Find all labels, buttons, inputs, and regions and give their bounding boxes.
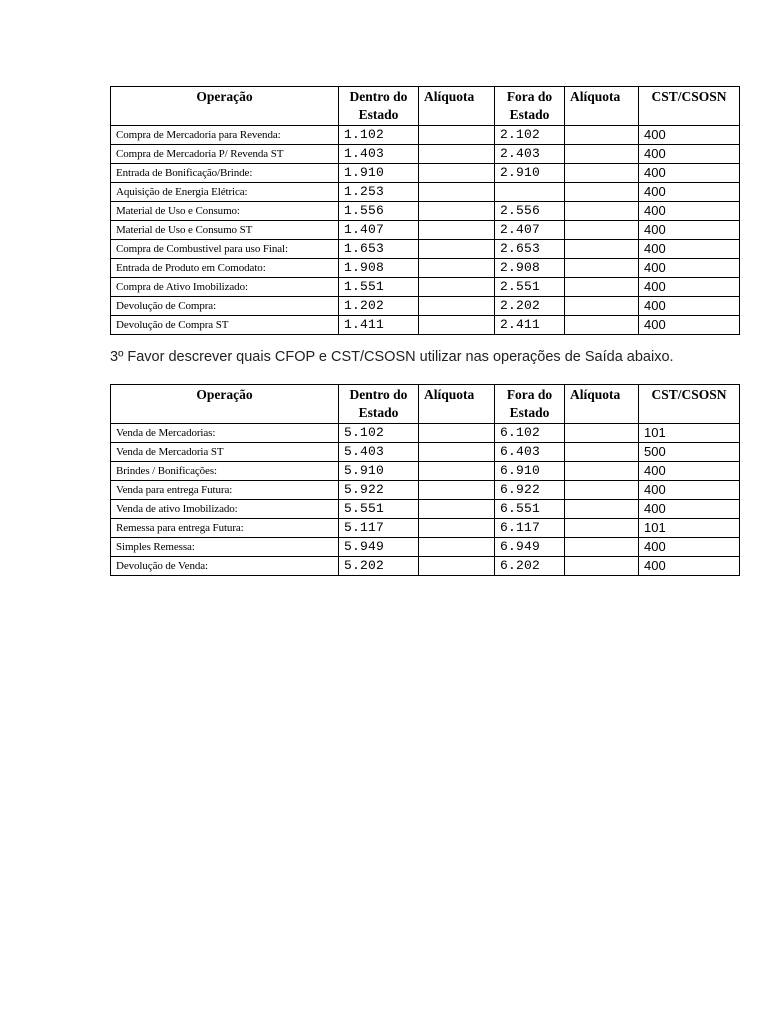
cfop-fora-cell: 2.407 <box>495 221 565 240</box>
aliquota-cell <box>419 443 495 462</box>
cfop-dentro-cell: 5.949 <box>339 538 419 557</box>
operation-cell: Compra de Mercadoria para Revenda: <box>111 126 339 145</box>
cst-csosn-cell: 400 <box>639 259 740 278</box>
aliquota-cell <box>419 316 495 335</box>
cfop-dentro-cell: 1.551 <box>339 278 419 297</box>
aliquota-cell <box>419 424 495 443</box>
cfop-fora-cell: 6.910 <box>495 462 565 481</box>
aliquota-cell <box>419 557 495 576</box>
saida-table <box>110 384 740 576</box>
aliquota-cell <box>565 462 639 481</box>
cfop-fora-cell: 6.117 <box>495 519 565 538</box>
question-text: 3º Favor descrever quais CFOP e CST/CSOSN utilizar nas operações de Saída abaixo. <box>110 349 674 365</box>
aliquota-cell <box>419 297 495 316</box>
cfop-dentro-cell: 1.407 <box>339 221 419 240</box>
cst-csosn-cell: 400 <box>639 538 740 557</box>
table-row <box>111 164 740 183</box>
table-row <box>111 538 740 557</box>
saida-table-body <box>111 424 740 576</box>
cfop-dentro-cell: 5.922 <box>339 481 419 500</box>
aliquota-cell <box>565 538 639 557</box>
cfop-fora-cell <box>495 183 565 202</box>
aliquota-cell <box>419 164 495 183</box>
table-row <box>111 221 740 240</box>
cfop-dentro-cell: 5.910 <box>339 462 419 481</box>
cfop-fora-cell: 2.202 <box>495 297 565 316</box>
aliquota-cell <box>419 240 495 259</box>
operation-cell: Brindes / Bonificações: <box>111 462 339 481</box>
operation-cell: Venda de ativo Imobilizado: <box>111 500 339 519</box>
operation-cell: Venda de Mercadorias: <box>111 424 339 443</box>
cst-csosn-cell: 400 <box>639 145 740 164</box>
cst-csosn-cell: 400 <box>639 278 740 297</box>
aliquota-cell <box>565 278 639 297</box>
aliquota-cell <box>419 145 495 164</box>
operation-cell: Devolução de Venda: <box>111 557 339 576</box>
aliquota-cell <box>419 538 495 557</box>
table-row <box>111 481 740 500</box>
header-aliquota: Alíquota <box>419 87 495 126</box>
header-dentro-do-estado: Dentro do Estado <box>339 385 419 424</box>
cfop-dentro-cell: 1.253 <box>339 183 419 202</box>
cfop-fora-cell: 6.102 <box>495 424 565 443</box>
table-row <box>111 462 740 481</box>
aliquota-cell <box>565 126 639 145</box>
aliquota-cell <box>419 278 495 297</box>
table-row <box>111 278 740 297</box>
table-row <box>111 259 740 278</box>
table-row <box>111 557 740 576</box>
cfop-fora-cell: 2.653 <box>495 240 565 259</box>
cfop-fora-cell: 2.551 <box>495 278 565 297</box>
table-header-row <box>111 385 740 424</box>
aliquota-cell <box>419 221 495 240</box>
cfop-fora-cell: 2.910 <box>495 164 565 183</box>
entrada-table <box>110 86 740 335</box>
cfop-dentro-cell: 1.910 <box>339 164 419 183</box>
cst-csosn-cell: 400 <box>639 316 740 335</box>
table-row <box>111 297 740 316</box>
aliquota-cell <box>565 424 639 443</box>
header-fora-do-estado: Fora do Estado <box>495 385 565 424</box>
aliquota-cell <box>565 481 639 500</box>
cfop-dentro-cell: 1.403 <box>339 145 419 164</box>
operation-cell: Devolução de Compra ST <box>111 316 339 335</box>
header-operacao: Operação <box>111 87 339 126</box>
aliquota-cell <box>565 443 639 462</box>
aliquota-cell <box>565 202 639 221</box>
cst-csosn-cell: 400 <box>639 126 740 145</box>
cfop-dentro-cell: 5.202 <box>339 557 419 576</box>
operation-cell: Entrada de Bonificação/Brinde: <box>111 164 339 183</box>
operation-cell: Remessa para entrega Futura: <box>111 519 339 538</box>
cfop-dentro-cell: 1.653 <box>339 240 419 259</box>
header-dentro-do-estado: Dentro do Estado <box>339 87 419 126</box>
operation-cell: Simples Remessa: <box>111 538 339 557</box>
cfop-fora-cell: 2.908 <box>495 259 565 278</box>
cst-csosn-cell: 400 <box>639 500 740 519</box>
cst-csosn-cell: 400 <box>639 462 740 481</box>
cfop-fora-cell: 6.551 <box>495 500 565 519</box>
cfop-dentro-cell: 5.102 <box>339 424 419 443</box>
cfop-fora-cell: 2.556 <box>495 202 565 221</box>
aliquota-cell <box>565 240 639 259</box>
cfop-dentro-cell: 5.117 <box>339 519 419 538</box>
operation-cell: Material de Uso e Consumo: <box>111 202 339 221</box>
header-aliquota: Alíquota <box>565 385 639 424</box>
aliquota-cell <box>565 221 639 240</box>
operation-cell: Venda para entrega Futura: <box>111 481 339 500</box>
aliquota-cell <box>419 259 495 278</box>
header-cst-csosn: CST/CSOSN <box>639 385 740 424</box>
cfop-fora-cell: 6.949 <box>495 538 565 557</box>
cfop-fora-cell: 6.403 <box>495 443 565 462</box>
operation-cell: Compra de Combustivel para uso Final: <box>111 240 339 259</box>
aliquota-cell <box>565 145 639 164</box>
header-fora-do-estado: Fora do Estado <box>495 87 565 126</box>
operation-cell: Aquisição de Energia Elétrica: <box>111 183 339 202</box>
table-row <box>111 145 740 164</box>
cfop-dentro-cell: 1.556 <box>339 202 419 221</box>
cfop-fora-cell: 2.403 <box>495 145 565 164</box>
operation-cell: Devolução de Compra: <box>111 297 339 316</box>
aliquota-cell <box>565 183 639 202</box>
cfop-fora-cell: 2.102 <box>495 126 565 145</box>
cfop-fora-cell: 2.411 <box>495 316 565 335</box>
entrada-table-body <box>111 126 740 335</box>
table-row <box>111 424 740 443</box>
cfop-dentro-cell: 5.551 <box>339 500 419 519</box>
aliquota-cell <box>419 462 495 481</box>
header-operacao: Operação <box>111 385 339 424</box>
header-aliquota: Alíquota <box>565 87 639 126</box>
aliquota-cell <box>565 519 639 538</box>
cfop-dentro-cell: 1.102 <box>339 126 419 145</box>
header-aliquota: Alíquota <box>419 385 495 424</box>
cfop-fora-cell: 6.202 <box>495 557 565 576</box>
cst-csosn-cell: 400 <box>639 240 740 259</box>
cfop-fora-cell: 6.922 <box>495 481 565 500</box>
cfop-dentro-cell: 1.202 <box>339 297 419 316</box>
aliquota-cell <box>419 126 495 145</box>
cst-csosn-cell: 101 <box>639 424 740 443</box>
cst-csosn-cell: 101 <box>639 519 740 538</box>
table-row <box>111 202 740 221</box>
operation-cell: Venda de Mercadoria ST <box>111 443 339 462</box>
header-cst-csosn: CST/CSOSN <box>639 87 740 126</box>
aliquota-cell <box>565 500 639 519</box>
cfop-dentro-cell: 1.411 <box>339 316 419 335</box>
cst-csosn-cell: 400 <box>639 221 740 240</box>
table-row <box>111 443 740 462</box>
aliquota-cell <box>419 500 495 519</box>
cst-csosn-cell: 400 <box>639 481 740 500</box>
aliquota-cell <box>419 519 495 538</box>
aliquota-cell <box>419 481 495 500</box>
cfop-dentro-cell: 5.403 <box>339 443 419 462</box>
table-header-row <box>111 87 740 126</box>
table-row <box>111 519 740 538</box>
aliquota-cell <box>565 316 639 335</box>
cst-csosn-cell: 400 <box>639 164 740 183</box>
cfop-dentro-cell: 1.908 <box>339 259 419 278</box>
table-row <box>111 500 740 519</box>
cst-csosn-cell: 500 <box>639 443 740 462</box>
cst-csosn-cell: 400 <box>639 202 740 221</box>
cst-csosn-cell: 400 <box>639 183 740 202</box>
operation-cell: Compra de Mercadoria P/ Revenda ST <box>111 145 339 164</box>
aliquota-cell <box>565 164 639 183</box>
aliquota-cell <box>565 259 639 278</box>
cst-csosn-cell: 400 <box>639 297 740 316</box>
table-row <box>111 126 740 145</box>
operation-cell: Entrada de Produto em Comodato: <box>111 259 339 278</box>
operation-cell: Material de Uso e Consumo ST <box>111 221 339 240</box>
cst-csosn-cell: 400 <box>639 557 740 576</box>
aliquota-cell <box>565 557 639 576</box>
aliquota-cell <box>419 183 495 202</box>
table-row <box>111 183 740 202</box>
table-row <box>111 240 740 259</box>
aliquota-cell <box>419 202 495 221</box>
operation-cell: Compra de Ativo Imobilizado: <box>111 278 339 297</box>
aliquota-cell <box>565 297 639 316</box>
table-row <box>111 316 740 335</box>
